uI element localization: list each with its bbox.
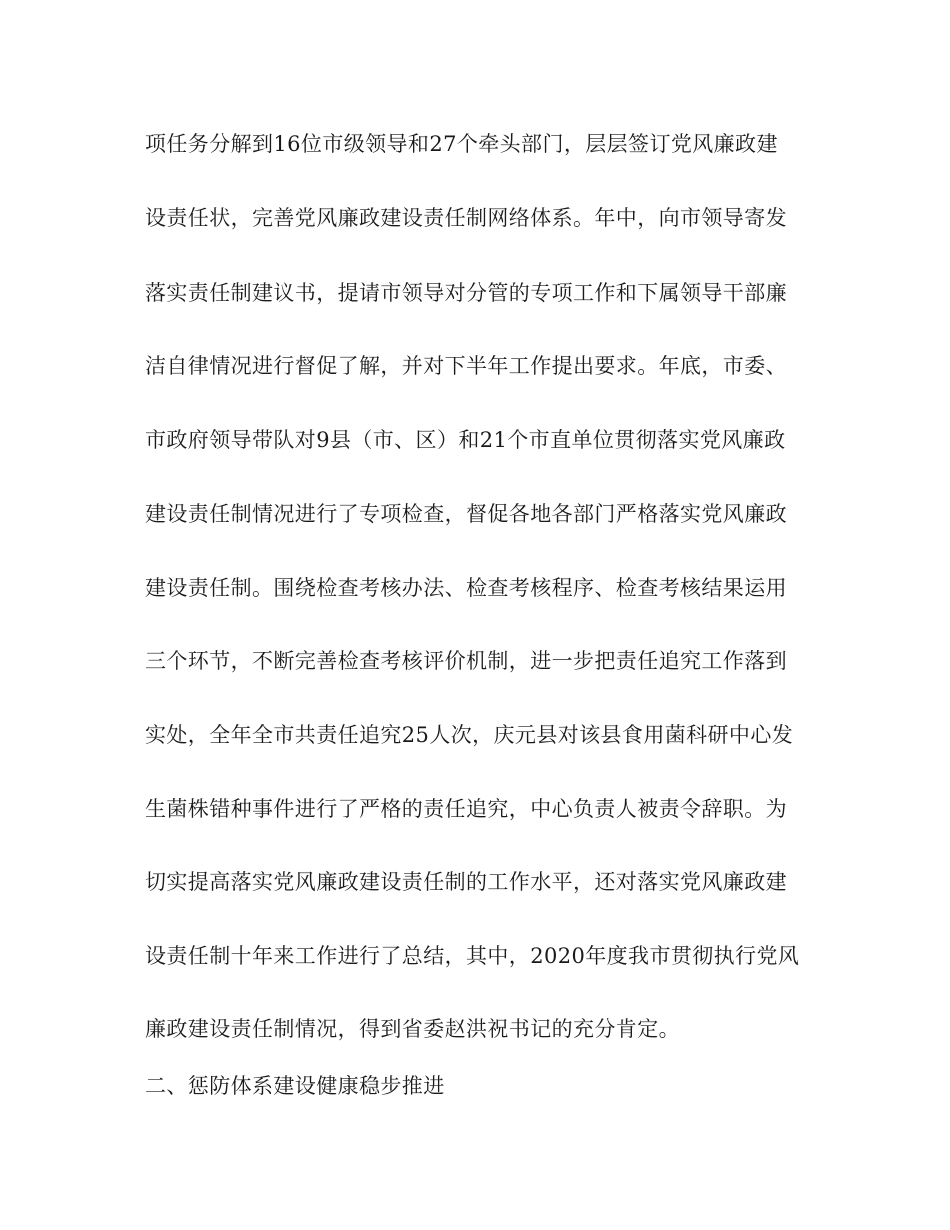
paragraph-line-12: 设责任制十年来工作进行了总结，其中，2020年度我市贯彻执行党风 xyxy=(145,944,800,968)
paragraph-line-3: 落实责任制建议书，提请市领导对分管的专项工作和下属领导干部廉 xyxy=(145,281,787,305)
paragraph-line-8: 三个环节，不断完善检查考核评价机制，进一步把责任追究工作落到 xyxy=(145,649,787,673)
paragraph-line-6: 建设责任制情况进行了专项检查，督促各地各部门严格落实党风廉政 xyxy=(145,502,787,526)
paragraph-line-5: 市政府领导带队对9县（市、区）和21个市直单位贯彻落实党风廉政 xyxy=(145,428,786,452)
paragraph-line-2: 设责任状，完善党风廉政建设责任制网络体系。年中，向市领导寄发 xyxy=(145,206,787,230)
section-heading: 二、惩防体系建设健康稳步推进 xyxy=(145,1074,445,1098)
paragraph-line-11: 切实提高落实党风廉政建设责任制的工作水平，还对落实党风廉政建 xyxy=(145,870,787,894)
paragraph-line-4: 洁自律情况进行督促了解，并对下半年工作提出要求。年底，市委、 xyxy=(145,354,787,378)
paragraph-line-7: 建设责任制。围绕检查考核办法、检查考核程序、检查考核结果运用 xyxy=(145,576,787,600)
paragraph-line-9: 实处，全年全市共责任追究25人次，庆元县对该县食用菌科研中心发 xyxy=(145,723,794,747)
paragraph-line-1: 项任务分解到16位市级领导和27个牵头部门，层层签订党风廉政建 xyxy=(145,132,778,156)
paragraph-line-13: 廉政建设责任制情况，得到省委赵洪祝书记的充分肯定。 xyxy=(145,1017,680,1041)
paragraph-line-10: 生菌株错种事件进行了严格的责任追究，中心负责人被责令辞职。为 xyxy=(145,797,787,821)
